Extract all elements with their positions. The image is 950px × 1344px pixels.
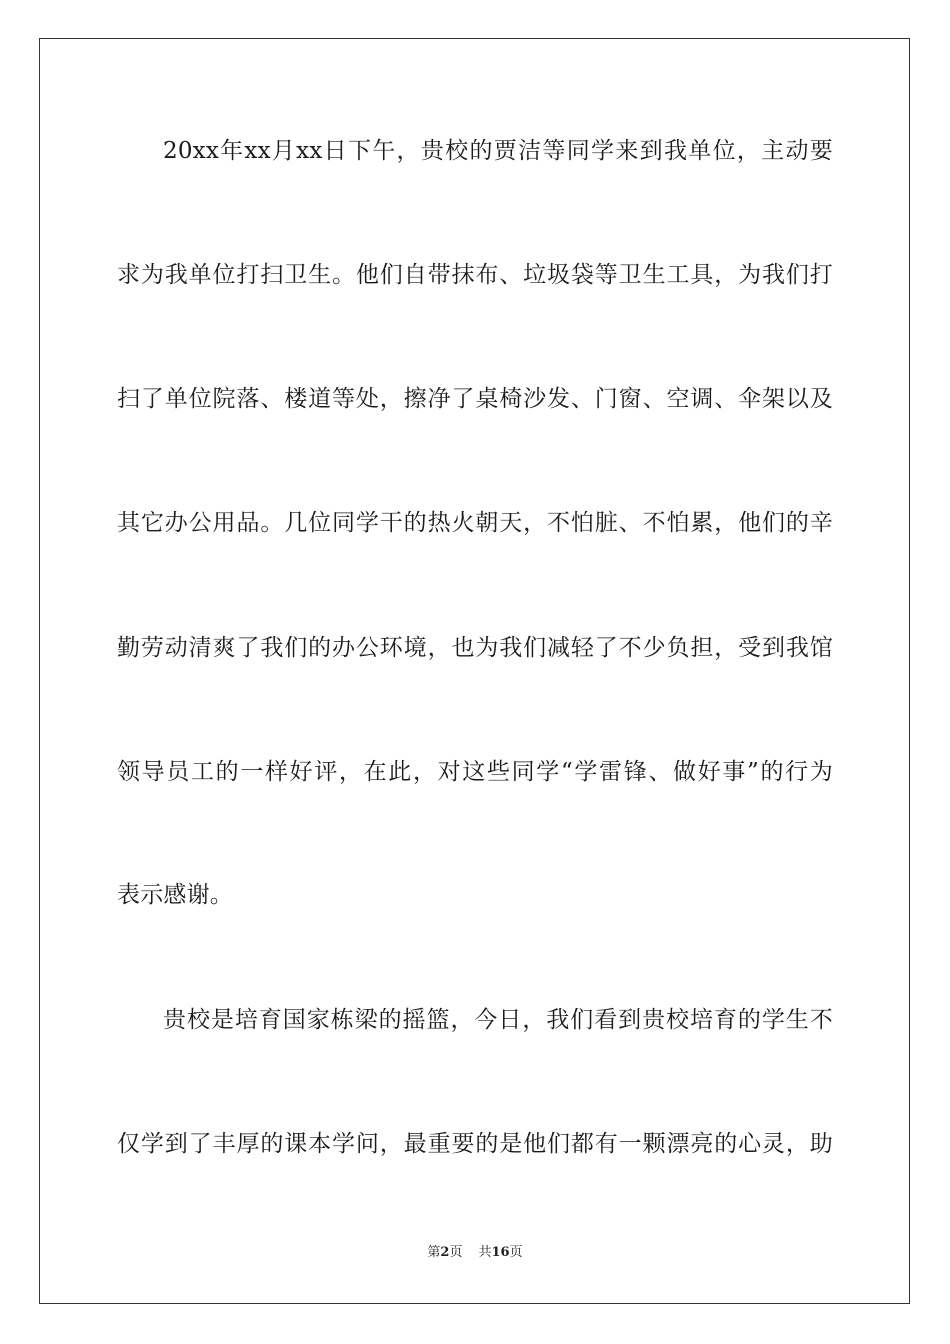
page-border [39, 38, 910, 1304]
paragraph-2-line-1: 贵校是培育国家栋梁的摇篮，今日，我们看到贵校培育的学生不 [163, 1007, 833, 1033]
total-prefix: 共 [478, 1245, 492, 1260]
total-pages: 16 [491, 1245, 510, 1260]
paragraph-1-line-2: 求为我单位打扫卫生。他们自带抹布、垃圾袋等卫生工具，为我们打 [117, 262, 833, 288]
paragraph-2-line-2: 仅学到了丰厚的课本学问，最重要的是他们都有一颗漂亮的心灵，助 [117, 1131, 833, 1157]
paragraph-1-line-5: 勤劳动清爽了我们的办公环境，也为我们减轻了不少负担，受到我馆 [117, 635, 833, 661]
page-footer [0, 1244, 950, 1262]
total-suffix: 页 [509, 1245, 523, 1260]
paragraph-1-line-3: 扫了单位院落、楼道等处，擦净了桌椅沙发、门窗、空调、伞架以及 [117, 386, 833, 412]
page-prefix: 第 [427, 1245, 441, 1260]
paragraph-1-line-7: 表示感谢。 [117, 882, 233, 908]
paragraph-1-line-4: 其它办公用品。几位同学干的热火朝天，不怕脏、不怕累，他们的辛 [117, 510, 833, 536]
page-number: 2 [440, 1245, 450, 1260]
paragraph-1-line-1: 20xx年xx月xx日下午，贵校的贾洁等同学来到我单位，主动要 [163, 138, 833, 164]
page-suffix: 页 [449, 1245, 463, 1260]
paragraph-1-line-6: 领导员工的一样好评，在此，对这些同学“学雷锋、做好事”的行为 [117, 759, 833, 785]
